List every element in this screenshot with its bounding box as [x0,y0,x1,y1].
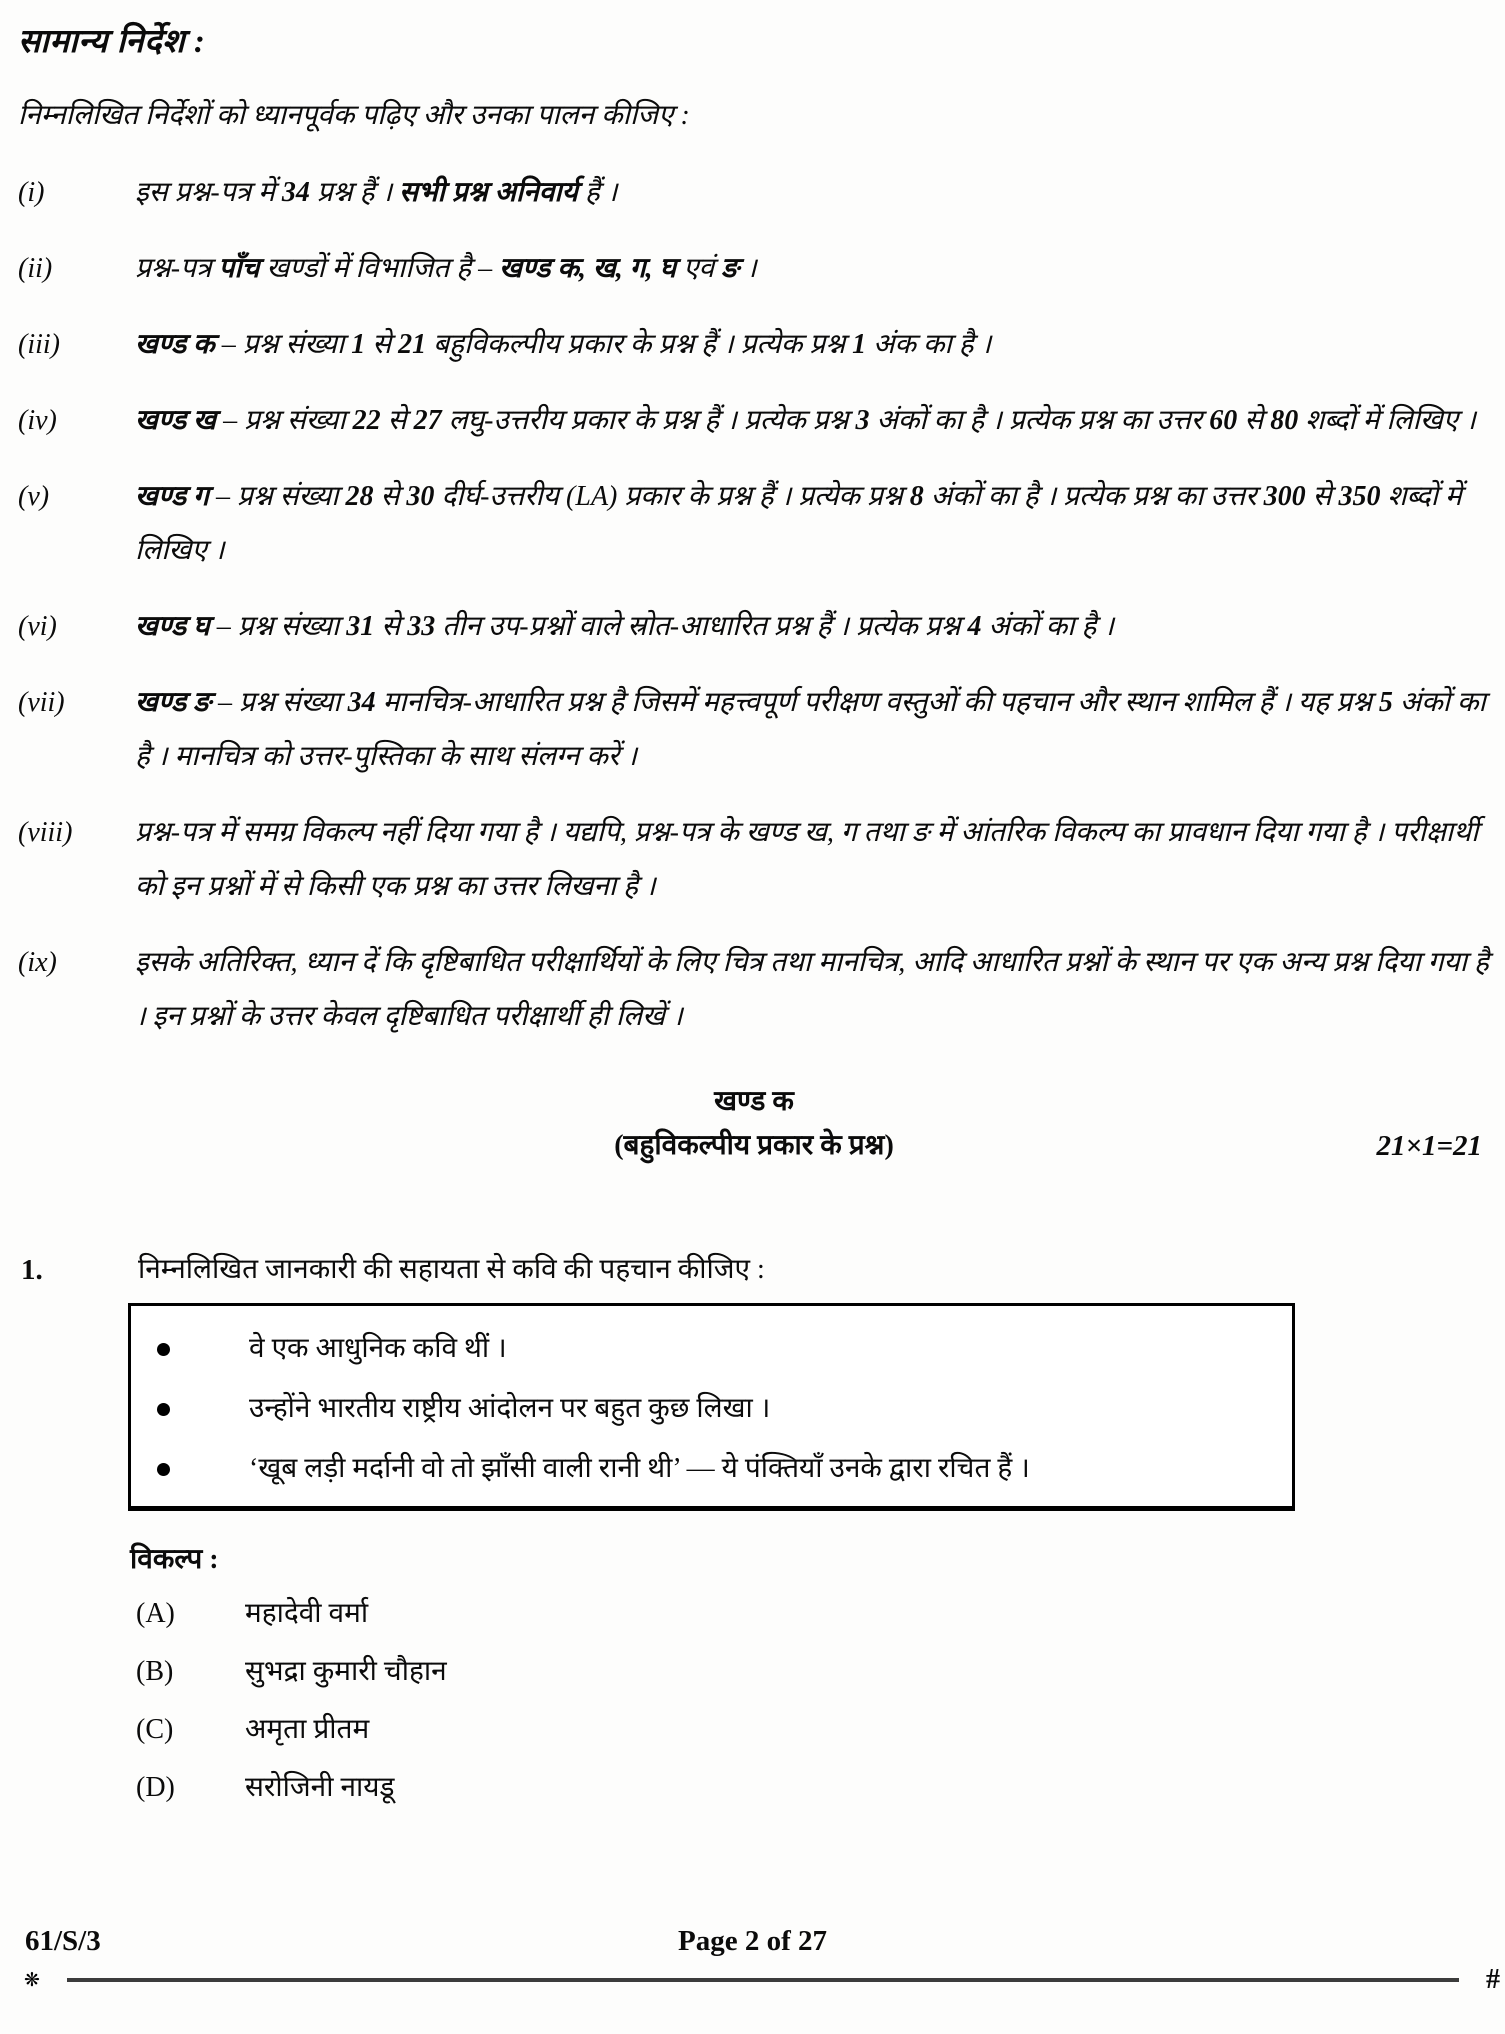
instruction-text: प्रश्न-पत्र पाँच खण्डों में विभाजित है – खण्ड क, ख, ग, घ एवं ङ । [135,253,757,284]
clue-item [131,1382,1278,1436]
option-text: सुभद्रा कुमारी चौहान [245,1656,447,1687]
instruction-text: खण्ड ख – प्रश्न संख्या 22 से 27 लघु-उत्तरीय प्रकार के प्रश्न हैं । प्रत्येक प्रश्न 3 अंकों का है । प्रत्येक प्रश्न का उत्तर 60 से 80 शब्दों में लिखिए । [135,405,1476,436]
hash-mark: # [1486,1964,1500,1995]
instruction-item-iii [18,318,1490,372]
option-d [18,1761,1490,1815]
option-c [18,1703,1490,1757]
section-subtitle: (बहुविकल्पीय प्रकार के प्रश्न) [614,1130,894,1161]
section-title: खण्ड क [714,1086,794,1117]
paper-code: 61/S/3 [25,1925,101,1957]
bullet-icon [131,1322,249,1356]
option-letter: (C) [136,1714,174,1745]
instruction-number: (ii) [18,253,53,284]
option-letter: (D) [136,1772,175,1803]
clue-text: वे एक आधुनिक कवि थीं । [249,1333,507,1364]
clue-item [131,1442,1278,1496]
instructions-title: सामान्य निर्देश : [18,24,206,60]
instruction-number: (i) [18,177,45,208]
instruction-number: (v) [18,481,50,512]
instruction-number: (iii) [18,329,60,360]
bullet-icon [131,1442,249,1476]
options-label: विकल्प : [130,1544,219,1575]
question-1-clue-box [128,1303,1295,1511]
option-letter: (A) [136,1598,175,1629]
option-text: अमृता प्रीतम [245,1714,370,1745]
instruction-item-iv [18,394,1490,448]
clue-text: उन्होंने भारतीय राष्ट्रीय आंदोलन पर बहुत कुछ लिखा । [249,1393,771,1424]
general-instructions-section [18,16,1490,1044]
instruction-text: प्रश्न-पत्र में समग्र विकल्प नहीं दिया गया है । यद्यपि, प्रश्न-पत्र के खण्ड ख, ग तथा ङ में आंतरिक विकल्प का प्रावधान दिया गया है । परीक्षार्थी को इन प्रश्नों में से किसी एक प्रश्न का उत्तर लिखना है । [135,817,1479,902]
instruction-number: (vi) [18,611,57,642]
instruction-item-v [18,470,1490,578]
instruction-item-vii [18,676,1490,784]
question-number: 1. [21,1254,43,1286]
option-text: महादेवी वर्मा [245,1598,369,1629]
instructions-intro: निम्नलिखित निर्देशों को ध्यानपूर्वक पढ़िए और उनका पालन कीजिए : [18,100,690,131]
question-1 [18,1243,1490,1815]
instruction-number: (vii) [18,687,65,718]
footer-divider [67,1978,1459,1982]
instruction-number: (ix) [18,947,57,978]
instruction-text: खण्ड ङ – प्रश्न संख्या 34 मानचित्र-आधारित प्रश्न है जिसमें महत्त्वपूर्ण परीक्षण वस्तुओं की पहचान और स्थान शामिल हैं । यह प्रश्न 5 अंकों का है । मानचित्र को उत्तर-पुस्तिका के साथ संलग्न करें । [135,687,1486,772]
instruction-item-viii [18,806,1490,914]
instruction-number: (iv) [18,405,57,436]
question-1-stem [18,1243,1490,1297]
page-number-label: Page 2 of 27 [678,1925,827,1957]
instruction-text: इस प्रश्न-पत्र में 34 प्रश्न हैं । सभी प्रश्न अनिवार्य हैं । [135,177,618,208]
instruction-text: खण्ड घ – प्रश्न संख्या 31 से 33 तीन उप-प्रश्नों वाले स्रोत-आधारित प्रश्न हैं । प्रत्येक प्रश्न 4 अंकों का है । [135,611,1114,642]
bullet-icon [131,1382,249,1416]
instruction-item-ii [18,242,1490,296]
instruction-text: खण्ड क – प्रश्न संख्या 1 से 21 बहुविकल्पीय प्रकार के प्रश्न हैं । प्रत्येक प्रश्न 1 अंक का है । [135,329,992,360]
clue-text: ‘खूब लड़ी मर्दानी वो तो झाँसी वाली रानी थी’ — ये पंक्तियाँ उनके द्वारा रचित हैं । [249,1453,1030,1484]
instruction-item-vi [18,600,1490,654]
option-b [18,1645,1490,1699]
rosette-icon: ❋ [24,1969,40,1991]
instruction-text: इसके अतिरिक्त, ध्यान दें कि दृष्टिबाधित परीक्षार्थियों के लिए चित्र तथा मानचित्र, आदि आधारित प्रश्नों के स्थान पर एक अन्य प्रश्न दिया गया है । इन प्रश्नों के उत्तर केवल दृष्टिबाधित परीक्षार्थी ही लिखें । [135,947,1489,1032]
instruction-text: खण्ड ग – प्रश्न संख्या 28 से 30 दीर्घ-उत्तरीय (LA) प्रकार के प्रश्न हैं । प्रत्येक प्रश्न 8 अंकों का है । प्रत्येक प्रश्न का उत्तर 300 से 350 शब्दों में लिखिए । [135,481,1462,566]
section-subtitle-row [18,1124,1490,1168]
option-letter: (B) [136,1656,174,1687]
instruction-item-ix [18,936,1490,1044]
footer-rule-row [0,1960,1505,2000]
option-a [18,1587,1490,1641]
section-marks: 21×1=21 [1376,1130,1482,1162]
instruction-item-i [18,166,1490,220]
clue-item [131,1322,1278,1376]
question-text: निम्नलिखित जानकारी की सहायता से कवि की पहचान कीजिए : [138,1254,765,1285]
instruction-number: (viii) [18,817,73,848]
option-text: सरोजिनी नायडू [245,1772,395,1803]
